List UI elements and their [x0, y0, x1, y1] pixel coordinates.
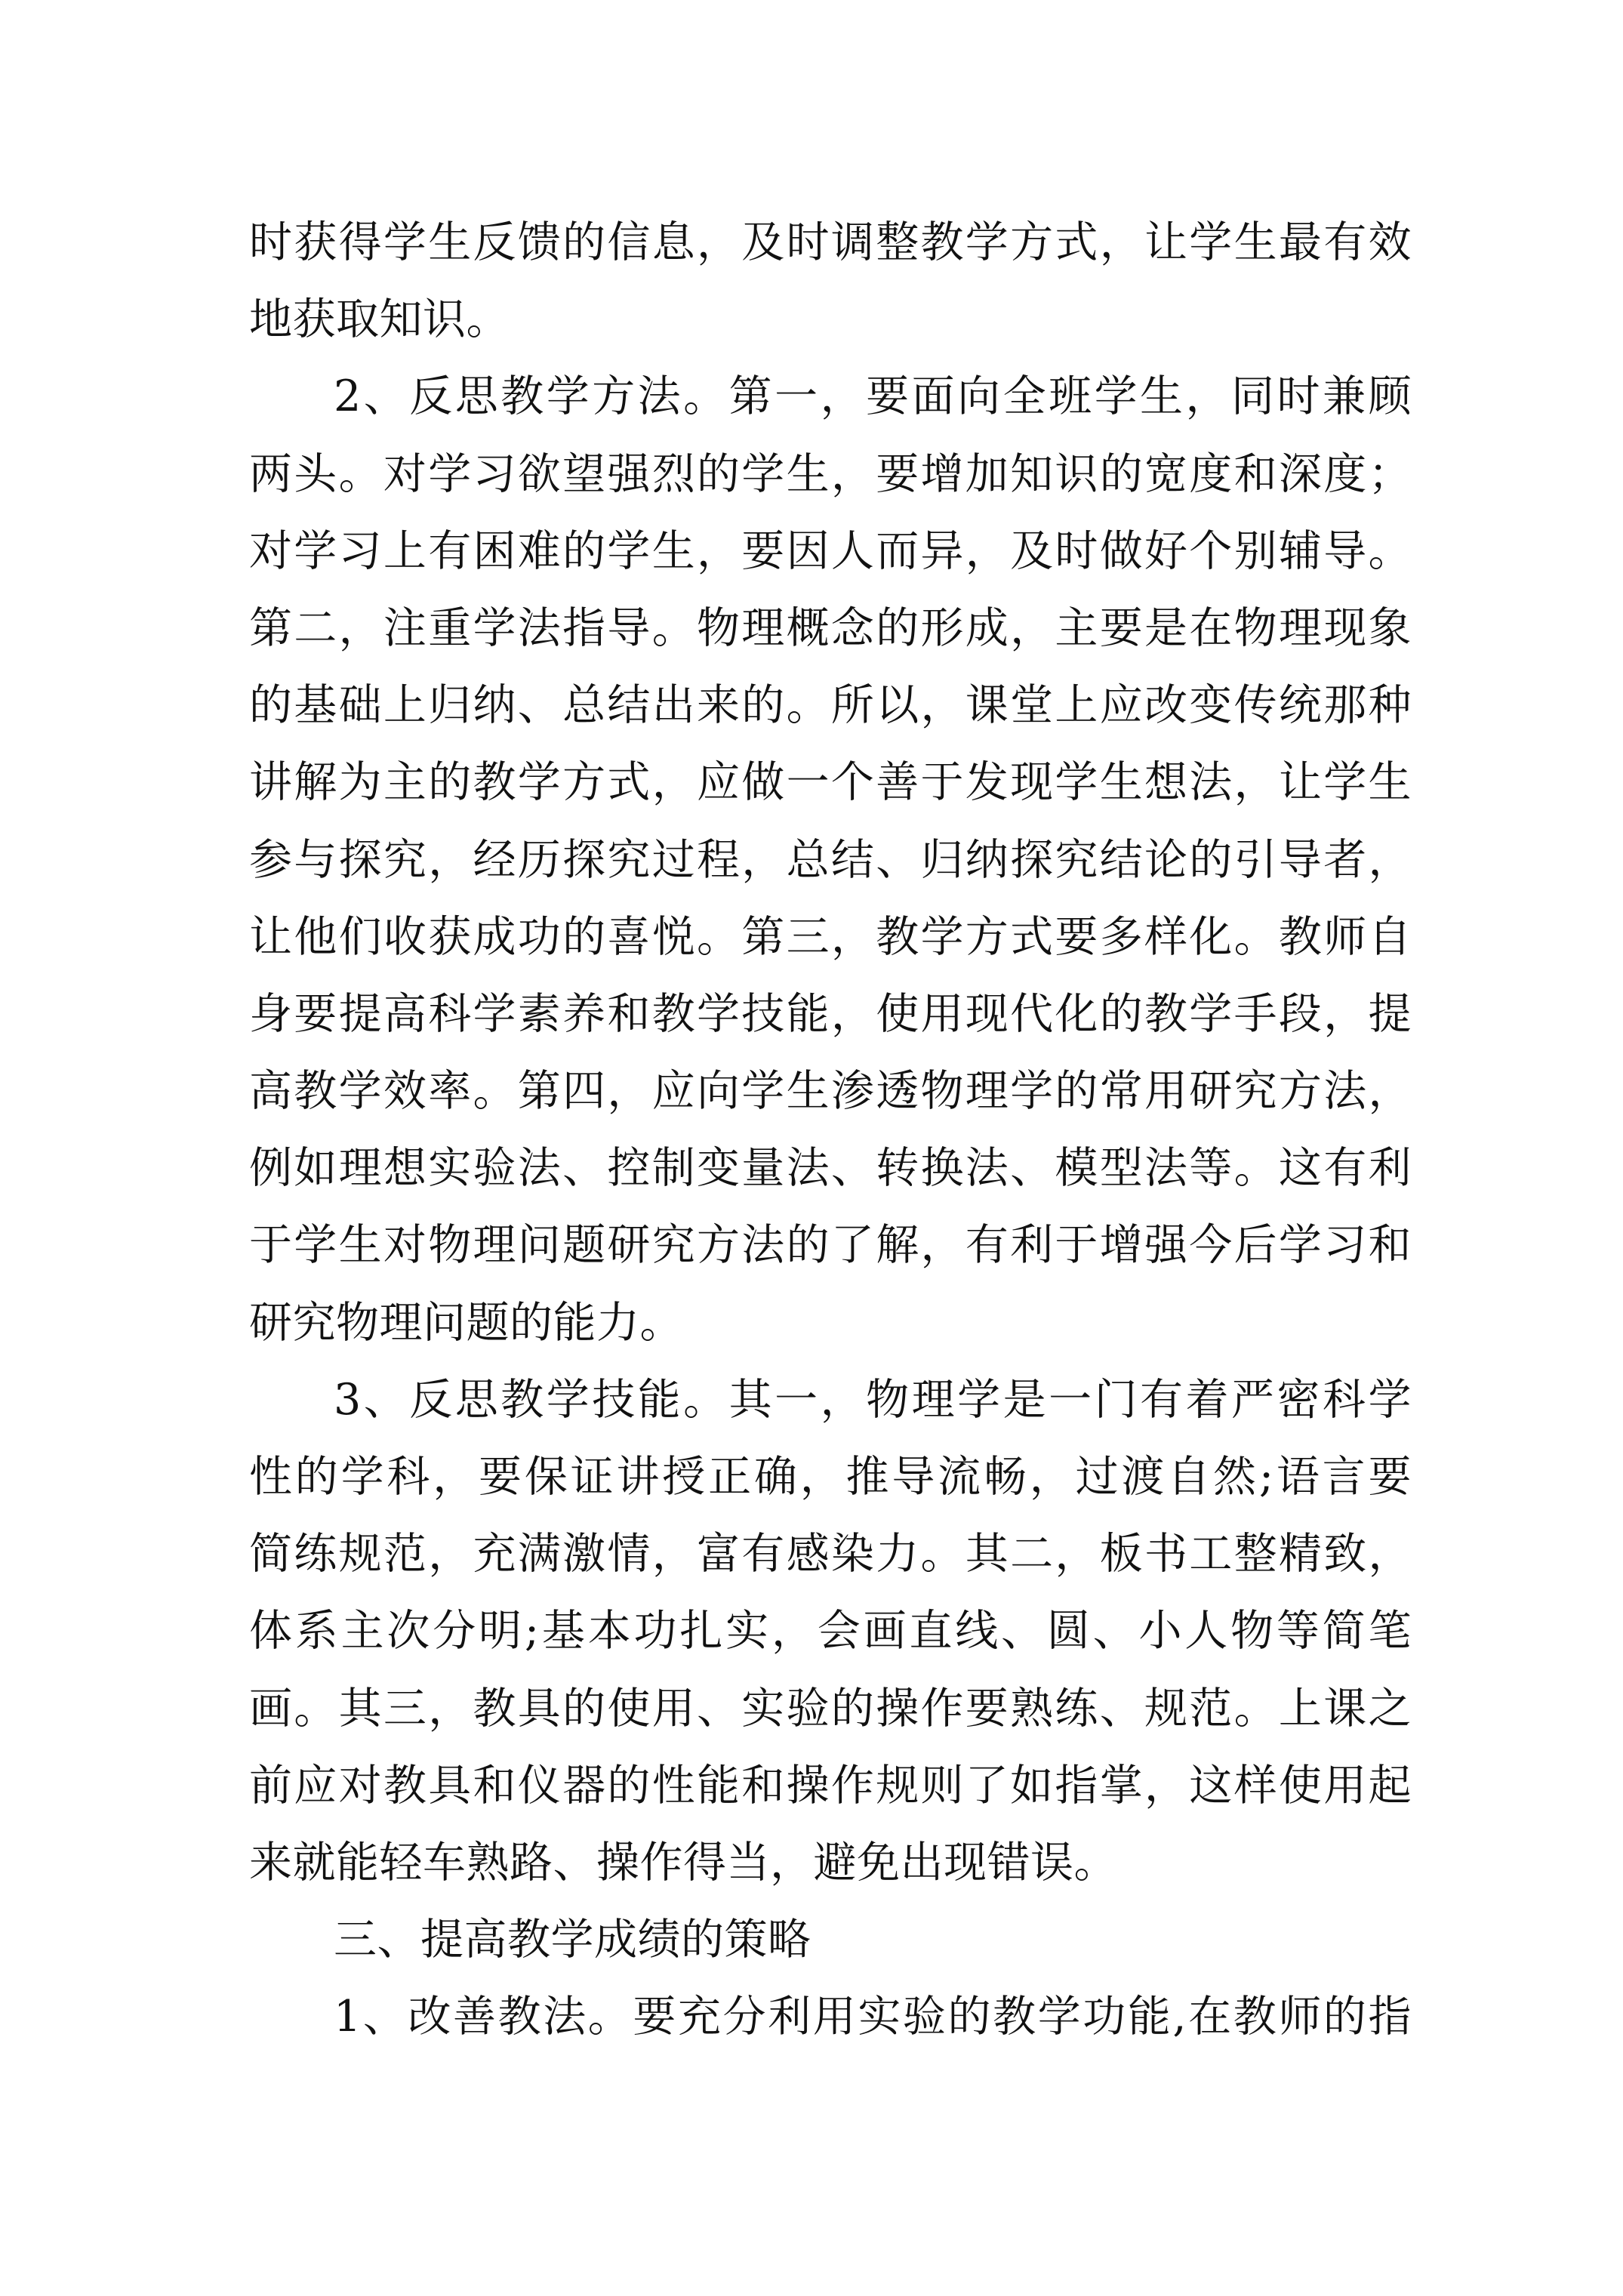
text-line: 时获得学生反馈的信息，及时调整教学方式，让学生最有效: [249, 217, 1412, 267]
text-line: 的基础上归纳、总结出来的。所以，课堂上应改变传统那种: [249, 680, 1412, 731]
text-line: 高教学效率。第四，应向学生渗透物理学的常用研究方法，: [249, 1066, 1412, 1117]
paragraph-start-line: 1、改善教法。要充分利用实验的教学功能,在教师的指: [334, 1992, 1412, 2042]
text-line: 来就能轻车熟路、操作得当，避免出现错误。: [249, 1837, 1117, 1888]
text-line: 于学生对物理问题研究方法的了解，有利于增强今后学习和: [249, 1220, 1412, 1271]
text-line: 研究物理问题的能力。: [249, 1297, 683, 1348]
document-body: [249, 204, 1412, 2056]
text-line: 两头。对学习欲望强烈的学生，要增加知识的宽度和深度；: [249, 448, 1412, 499]
section-heading: 三、提高教学成绩的策略: [334, 1915, 812, 1965]
text-line: 讲解为主的教学方式，应做一个善于发现学生想法，让学生: [249, 757, 1412, 808]
text-line: 例如理想实验法、控制变量法、转换法、模型法等。这有利: [249, 1143, 1412, 1194]
paragraph-start-line: 3、反思教学技能。其一，物理学是一门有着严密科学: [334, 1374, 1412, 1425]
text-line: 体系主次分明;基本功扎实，会画直线、圆、小人物等简笔: [249, 1606, 1412, 1657]
text-line: 性的学科，要保证讲授正确，推导流畅，过渡自然;语言要: [249, 1452, 1412, 1502]
text-line: 地获取知识。: [249, 294, 510, 345]
text-line: 画。其三，教具的使用、实验的操作要熟练、规范。上课之: [249, 1683, 1412, 1734]
text-line: 对学习上有困难的学生，要因人而异，及时做好个别辅导。: [249, 525, 1412, 576]
text-line: 简练规范，充满激情，富有感染力。其二，板书工整精致，: [249, 1529, 1412, 1579]
text-line: 身要提高科学素养和教学技能，使用现代化的教学手段，提: [249, 988, 1412, 1039]
text-line: 前应对教具和仪器的性能和操作规则了如指掌，这样使用起: [249, 1760, 1412, 1811]
text-line: 让他们收获成功的喜悦。第三，教学方式要多样化。教师自: [249, 911, 1412, 962]
text-line: 第二，注重学法指导。物理概念的形成，主要是在物理现象: [249, 603, 1412, 653]
paragraph-start-line: 2、反思教学方法。第一，要面向全班学生，同时兼顾: [334, 371, 1412, 422]
text-line: 参与探究，经历探究过程，总结、归纳探究结论的引导者，: [249, 834, 1412, 885]
